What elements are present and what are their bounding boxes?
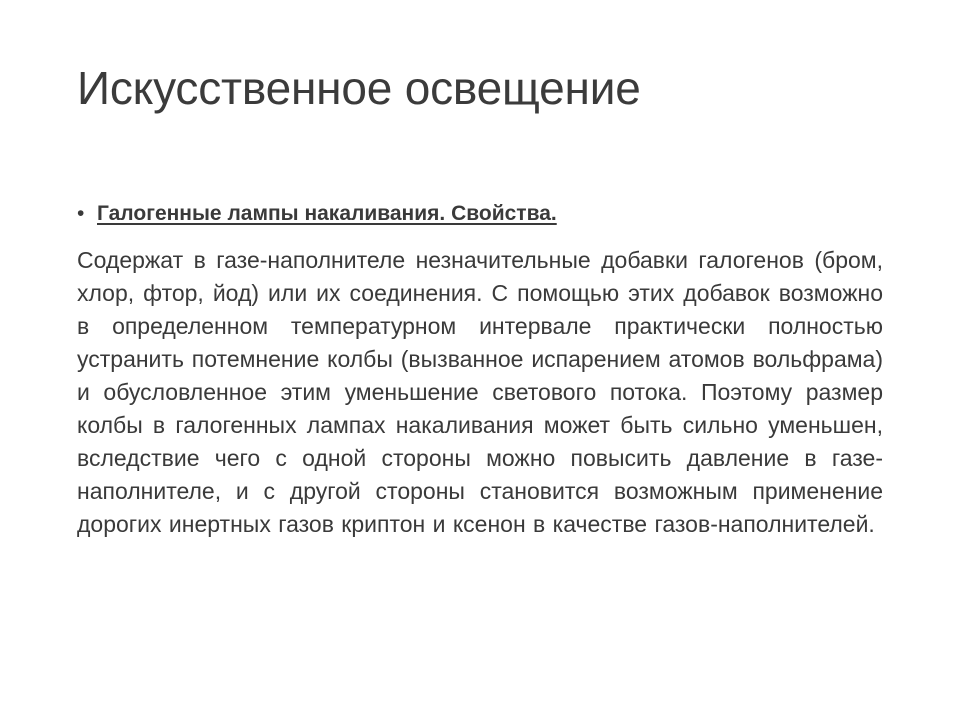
body-paragraph: Содержат в газе-наполнителе незначительные добавки галогенов (бром, хлор, фтор, йод) или их соединения. С помощью этих добавок возможно в определенном температурном интервале практически полностью устранить потемнение колбы (вызванное испарением атомов вольфрама) и обусловленное этим уменьшение светового потока. Поэтому размер колбы в галогенных лампах накаливания может быть сильно уменьшен, вследствие чего с одной стороны можно повысить давление в газе-наполнителе, и с другой стороны становится возможным применение дорогих инертных газов криптон и ксенон в качестве газов-наполнителей. [77,247,883,537]
bullet-point-icon: • [77,202,85,225]
slide-title: Искусственное освещение [77,62,641,114]
bullet-heading: Галогенные лампы накаливания. Свойства. [97,202,557,225]
bullet-item [77,200,897,228]
